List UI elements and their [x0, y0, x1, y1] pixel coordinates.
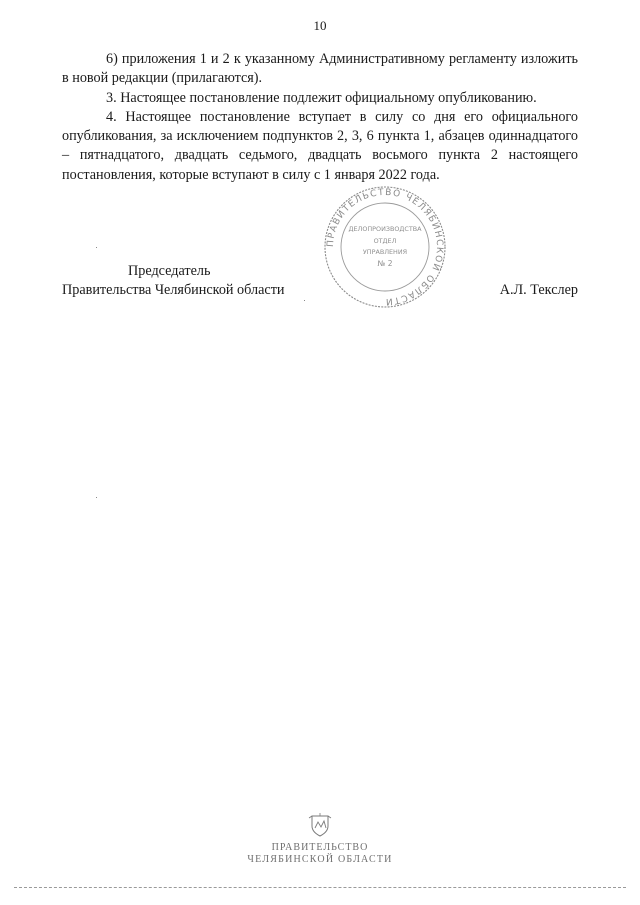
scan-speck — [304, 300, 305, 301]
bottom-divider — [14, 887, 626, 888]
signatory-name: А.Л. Текслер — [499, 282, 578, 298]
paragraph-4: 4. Настоящее постановление вступает в силу со дня его официального опубликования, за исключением подпунктов 2, 3, 6 пункта 1, абзацев одиннадцатого – пятнадцатого, двадцать седьмого, двадцать восьмого пункта 2 настоящего постановления, которые вступают в силу с 1 января 2022 года. — [62, 108, 578, 183]
coat-of-arms-icon — [306, 812, 334, 838]
footer-emblem — [0, 812, 640, 866]
scan-speck — [96, 497, 97, 498]
paragraph-item-6: 6) приложения 1 и 2 к указанному Административному регламенту изложить в новой редакции (прилагаются). — [62, 51, 578, 87]
paragraph-3: 3. Настоящее постановление подлежит официальному опубликованию. — [106, 89, 537, 106]
svg-text:ПРАВИТЕЛЬСТВО ЧЕЛЯБИНСКОЙ ОБЛА — [326, 188, 444, 306]
scan-speck — [96, 247, 97, 248]
signatory-title: Председатель — [128, 263, 211, 279]
signatory-organization: Правительства Челябинской области — [62, 282, 285, 298]
page-number: 10 — [313, 18, 327, 33]
stamp-inner-line: ДЕЛОПРОИЗВОДСТВА — [348, 225, 422, 233]
official-seal-stamp — [321, 185, 449, 310]
stamp-inner-line: УПРАВЛЕНИЯ — [362, 248, 408, 256]
footer-org-line2: ЧЕЛЯБИНСКОЙ ОБЛАСТИ — [247, 854, 393, 865]
stamp-inner-line: ОТДЕЛ — [373, 237, 397, 245]
stamp-inner-line: № 2 — [377, 259, 393, 268]
document-body — [62, 50, 578, 185]
footer-org-line1: ПРАВИТЕЛЬСТВО — [271, 842, 369, 853]
stamp-ring-text: ПРАВИТЕЛЬСТВО ЧЕЛЯБИНСКОЙ ОБЛАСТИ — [325, 187, 445, 307]
